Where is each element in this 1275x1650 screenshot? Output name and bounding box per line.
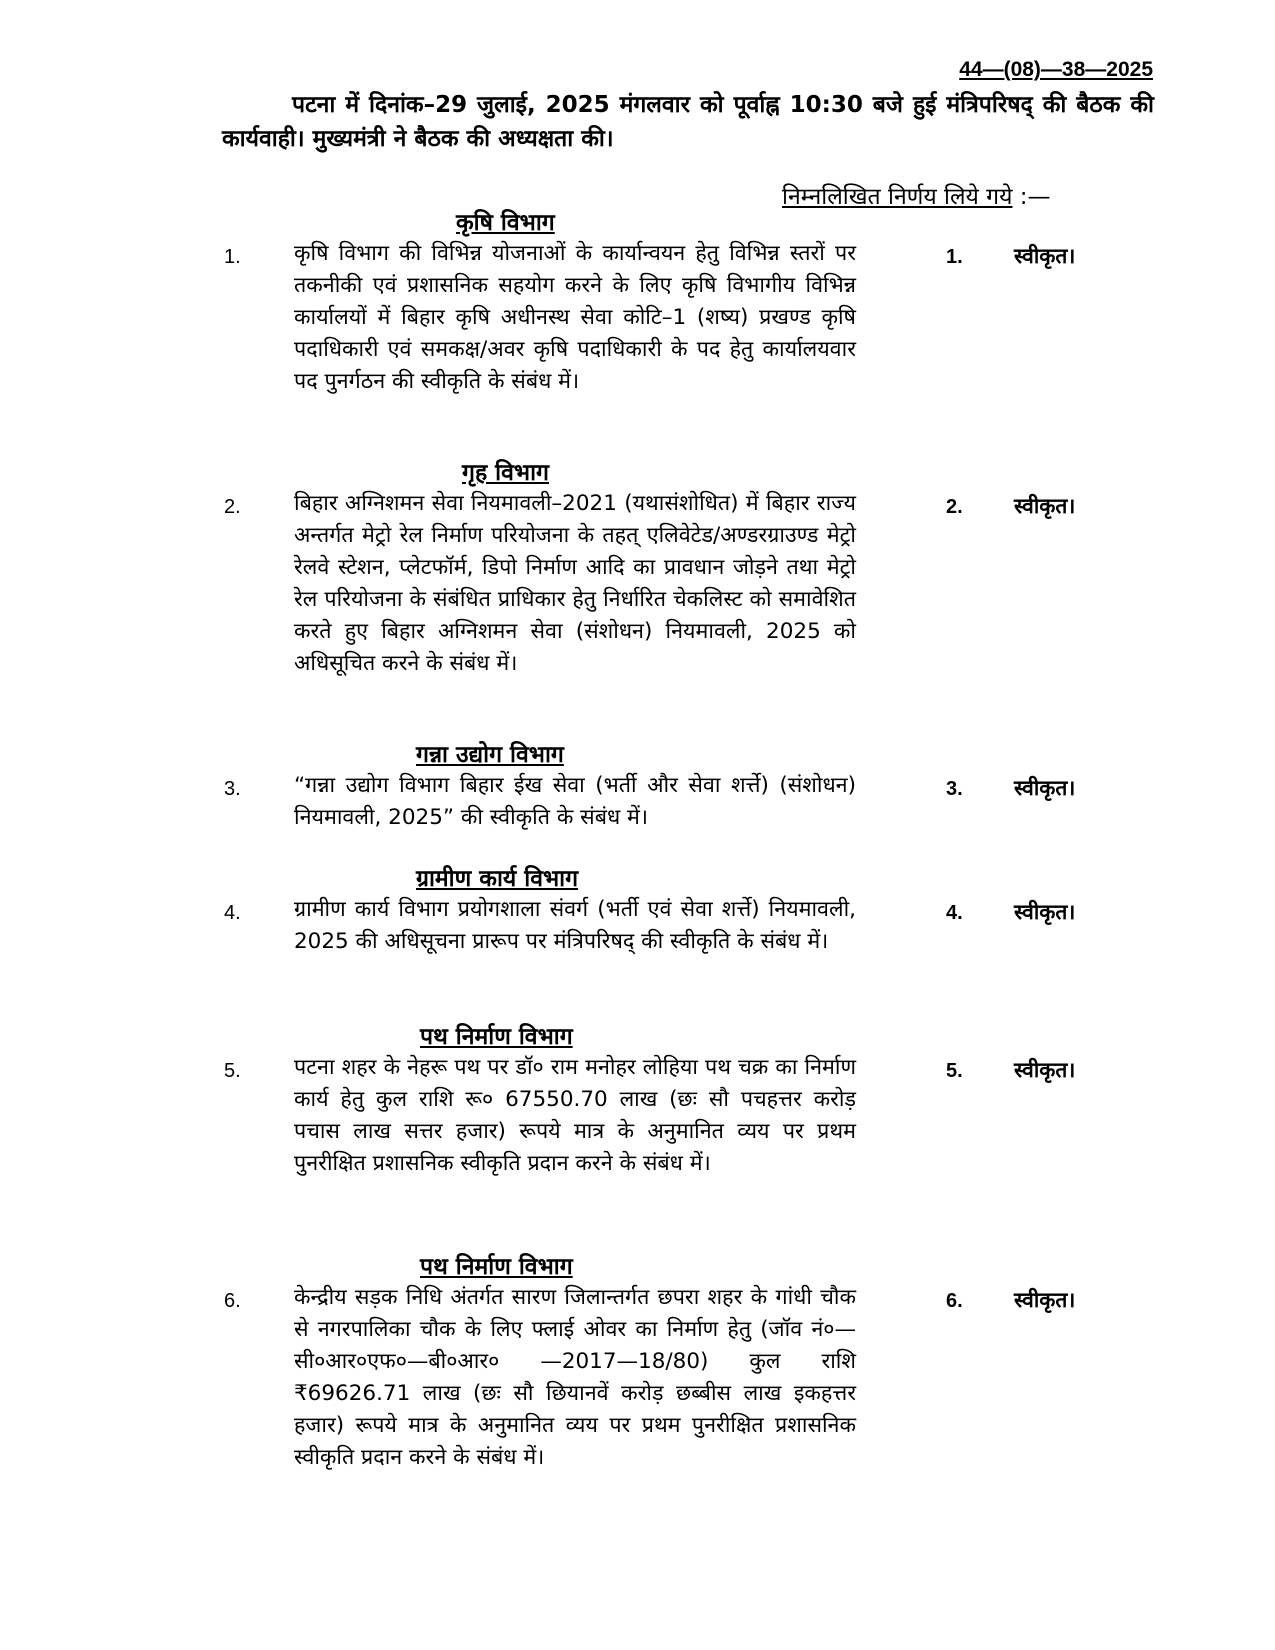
decision-number: 6. bbox=[946, 1290, 963, 1312]
item-text: बिहार अग्निशमन सेवा नियमावली–2021 (यथासंशोधित) में बिहार राज्य अन्तर्गत मेट्रो रेल निर्माण परियोजना के तहत् एलिवेटेड/अण्डरग्राउण्ड मेट्रो रेलवे स्टेशन, प्लेटफॉर्म, डिपो निर्माण आदि का प्रावधान जोड़ने तथा मेट्रो रेल परियोजना के संबंधित प्राधिकार हेतु निर्धारित चेकलिस्ट को समावेशित करते हुए बिहार अग्निशमन सेवा (संशोधन) नियमावली, 2025 को अधिसूचित करने के संबंध में। bbox=[294, 491, 856, 676]
department-heading: ग्रामीण कार्य विभाग bbox=[416, 866, 579, 892]
decisions-label bbox=[782, 180, 1051, 214]
decision-number: 5. bbox=[946, 1060, 963, 1082]
decision-number: 1. bbox=[946, 246, 963, 268]
decisions-label-text: निम्नलिखित निर्णय लिये गये bbox=[782, 184, 1013, 210]
decision-text: स्वीकृत। bbox=[1014, 494, 1076, 518]
decision-number: 3. bbox=[946, 778, 963, 800]
item-number: 3. bbox=[224, 778, 241, 800]
department-heading: गृह विभाग bbox=[462, 460, 549, 486]
item-number: 5. bbox=[224, 1060, 241, 1082]
decision-text: स्वीकृत। bbox=[1014, 1058, 1076, 1082]
item-text: कृषि विभाग की विभिन्न योजनाओं के कार्यान्वयन हेतु विभिन्न स्तरों पर तकनीकी एवं प्रशासनिक सहयोग करने के लिए कृषि विभागीय विभिन्न कार्यालयों में बिहार कृषि अधीनस्थ सेवा कोटि–1 (शष्य) प्रखण्ड कृषि पदाधिकारी एवं समकक्ष/अवर कृषि पदाधिकारी के पद हेतु कार्यालयवार पद पुनर्गठन की स्वीकृति के संबंध में। bbox=[294, 241, 856, 394]
item-number: 6. bbox=[224, 1290, 241, 1312]
meeting-heading: पटना में दिनांक–29 जुलाई, 2025 मंगलवार को पूर्वाह्न 10:30 बजे हुई मंत्रिपरिषद् की बैठक की कार्यवाही। मुख्यमंत्री ने बैठक की अध्यक्षता की। bbox=[222, 92, 1154, 152]
decision-text: स्वीकृत। bbox=[1014, 900, 1076, 924]
item-text: ग्रामीण कार्य विभाग प्रयोगशाला संवर्ग (भर्ती एवं सेवा शर्त्ते) नियमावली, 2025 की अधिसूचना प्रारूप पर मंत्रिपरिषद् की स्वीकृति के संबंध में। bbox=[294, 897, 856, 954]
item-number: 4. bbox=[224, 902, 241, 924]
department-heading: कृषि विभाग bbox=[456, 210, 555, 236]
department-heading: पथ निर्माण विभाग bbox=[420, 1254, 573, 1280]
decision-text: स्वीकृत। bbox=[1014, 1288, 1076, 1312]
item-text: केन्द्रीय सड़क निधि अंतर्गत सारण जिलान्तर्गत छपरा शहर के गांधी चौक से नगरपालिका चौक के लिए फ्लाई ओवर का निर्माण हेतु (जॉव नं०—सी०आर०एफ०—बी०आर० —2017—18/80) कुल राशि ₹69626.71 लाख (छः सौ छियानवें करोड़ छब्बीस लाख इकहत्तर हजार) रूपये मात्र के अनुमानित व्यय पर प्रथम पुनरीक्षित प्रशासनिक स्वीकृति प्रदान करने के संबंध में। bbox=[294, 1285, 856, 1470]
department-heading: गन्ना उद्योग विभाग bbox=[416, 742, 564, 768]
item-text: पटना शहर के नेहरू पथ पर डॉ० राम मनोहर लोहिया पथ चक्र का निर्माण कार्य हेतु कुल राशि रू० 67550.70 लाख (छः सौ पचहत्तर करोड़ पचास लाख सत्तर हजार) रूपये मात्र के अनुमानित व्यय पर प्रथम पुनरीक्षित प्रशासनिक स्वीकृति प्रदान करने के संबंध में। bbox=[294, 1055, 856, 1176]
decision-text: स्वीकृत। bbox=[1014, 244, 1076, 268]
decision-text: स्वीकृत। bbox=[1014, 776, 1076, 800]
decision-number: 4. bbox=[946, 902, 963, 924]
decisions-label-suffix: :— bbox=[1019, 184, 1051, 210]
reference-number: 44—(08)—38—2025 bbox=[959, 58, 1153, 81]
item-number: 2. bbox=[224, 496, 241, 518]
department-heading: पथ निर्माण विभाग bbox=[420, 1024, 573, 1050]
item-number: 1. bbox=[224, 246, 241, 268]
item-text: “गन्ना उद्योग विभाग बिहार ईख सेवा (भर्ती और सेवा शर्त्ते) (संशोधन) नियमावली, 2025” की स्वीकृति के संबंध में। bbox=[294, 773, 856, 830]
decision-number: 2. bbox=[946, 496, 963, 518]
